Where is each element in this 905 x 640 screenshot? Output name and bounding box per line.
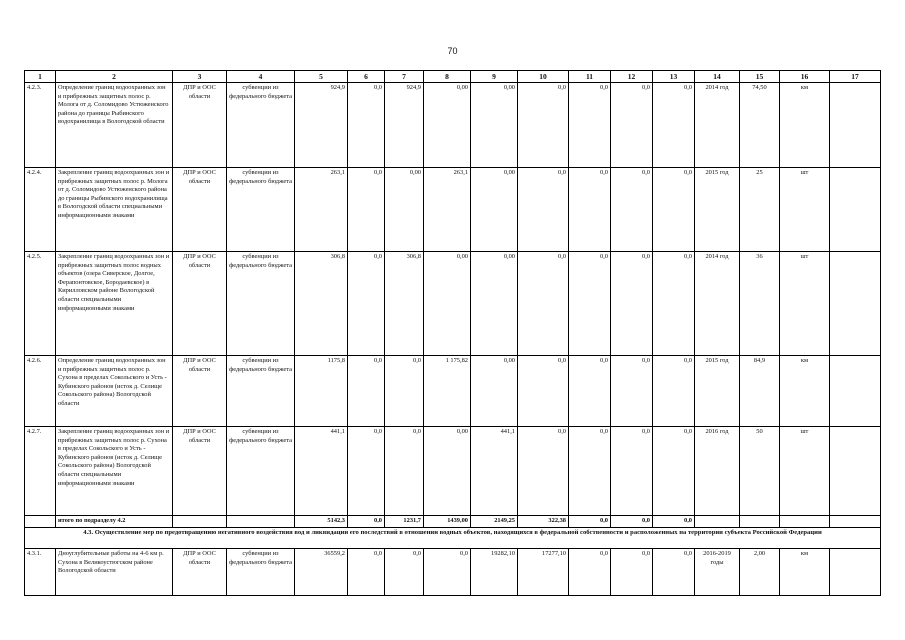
funding-source: субвенции из федерального бюджета	[227, 168, 295, 252]
measure-description: Закрепление границ водоохранных зон и прибрежных защитных полос р. Сухона в пределах Сокольского и Усть - Кубинского районов (исток д. Селище Сокольского района) Вологодской области специальными информационными знаками	[56, 427, 173, 516]
empty-cell	[830, 252, 881, 356]
period-cell: 2014 год	[695, 252, 740, 356]
unit-cell: шт	[780, 252, 830, 356]
header-cell: 10	[518, 71, 569, 83]
indicator-cell: 36	[740, 252, 780, 356]
subtotal-value: 0,0	[653, 516, 695, 528]
value-cell: 0,0	[348, 427, 385, 516]
empty-cell	[25, 516, 56, 528]
table-row	[25, 83, 881, 168]
value-cell: 36559,2	[295, 549, 348, 596]
value-cell: 19282,10	[471, 549, 518, 596]
value-cell: 0,0	[569, 427, 611, 516]
value-cell: 263,1	[424, 168, 471, 252]
unit-cell: шт	[780, 168, 830, 252]
value-cell: 0,0	[348, 356, 385, 427]
empty-cell	[830, 168, 881, 252]
table-row	[25, 549, 881, 596]
value-cell: 0,00	[385, 168, 424, 252]
subtotal-value: 1439,00	[424, 516, 471, 528]
value-cell: 441,1	[295, 427, 348, 516]
period-cell: 2016 год	[695, 427, 740, 516]
header-cell: 6	[348, 71, 385, 83]
header-cell: 15	[740, 71, 780, 83]
value-cell: 0,0	[518, 252, 569, 356]
row-number: 4.2.4.	[25, 168, 56, 252]
unit-cell: км	[780, 356, 830, 427]
header-cell: 12	[611, 71, 653, 83]
indicator-cell: 84,9	[740, 356, 780, 427]
value-cell: 0,0	[385, 356, 424, 427]
value-cell: 0,0	[611, 83, 653, 168]
row-number: 4.3.1.	[25, 549, 56, 596]
section-heading: 4.3. Осуществление мер по предотвращению негативного воздействия вод и ликвидации его последствий в отношении водных объектов, находящихся в федеральной собственности и расположенных на территории субъекта Российской Федерации	[25, 528, 881, 549]
page-number: 70	[447, 46, 458, 56]
row-number: 4.2.7.	[25, 427, 56, 516]
value-cell: 0,0	[348, 168, 385, 252]
header-cell: 4	[227, 71, 295, 83]
header-cell: 16	[780, 71, 830, 83]
value-cell: 17277,10	[518, 549, 569, 596]
empty-cell	[830, 427, 881, 516]
value-cell: 0,0	[569, 252, 611, 356]
executor: ДПР и ООС области	[173, 427, 227, 516]
period-cell: 2015 год	[695, 356, 740, 427]
value-cell: 0,0	[653, 549, 695, 596]
period-cell: 2014 год	[695, 83, 740, 168]
header-cell: 11	[569, 71, 611, 83]
subtotal-value: 0,0	[348, 516, 385, 528]
value-cell: 0,0	[385, 427, 424, 516]
value-cell: 0,0	[569, 168, 611, 252]
measure-description: Определение границ водоохранных зон и прибрежных защитных полос р. Сухона в пределах Сокольского и Усть - Кубинского районов (исток д. Селище Сокольского района) Вологодской области	[56, 356, 173, 427]
row-number: 4.2.3.	[25, 83, 56, 168]
unit-cell: км	[780, 83, 830, 168]
subtotal-row	[25, 516, 881, 528]
table-row	[25, 252, 881, 356]
measure-description: Закрепление границ водоохранных зон и прибрежных защитных полос водных объектов (озера Сиверское, Долгое, Ферапонтовское, Бородаевское) в Кирилловском районе Вологодской области специальными информационными знаками	[56, 252, 173, 356]
subtotal-value: 322,38	[518, 516, 569, 528]
table-row	[25, 356, 881, 427]
value-cell: 0,0	[653, 83, 695, 168]
indicator-cell: 50	[740, 427, 780, 516]
empty-cell	[695, 516, 740, 528]
value-cell: 441,1	[471, 427, 518, 516]
subtotal-value: 0,0	[569, 516, 611, 528]
empty-cell	[830, 516, 881, 528]
funding-source: субвенции из федерального бюджета	[227, 252, 295, 356]
measure-description: Закрепление границ водоохранных зон и прибрежных защитных полос р. Молога от д. Соломидово Устюженского района до границы Рыбинского водохранилища в Вологодской области специальными информационными знаками	[56, 168, 173, 252]
indicator-cell: 2,00	[740, 549, 780, 596]
executor: ДПР и ООС области	[173, 549, 227, 596]
funding-source: субвенции из федерального бюджета	[227, 427, 295, 516]
value-cell: 0,00	[471, 83, 518, 168]
subtotal-value: 1231,7	[385, 516, 424, 528]
program-table	[24, 70, 881, 596]
period-cell: 2016-2019 годы	[695, 549, 740, 596]
subtotal-value: 0,0	[611, 516, 653, 528]
value-cell: 0,00	[471, 168, 518, 252]
header-cell: 13	[653, 71, 695, 83]
header-cell: 1	[25, 71, 56, 83]
value-cell: 0,0	[518, 356, 569, 427]
period-cell: 2015 год	[695, 168, 740, 252]
indicator-cell: 74,50	[740, 83, 780, 168]
value-cell: 0,00	[424, 427, 471, 516]
executor: ДПР и ООС области	[173, 168, 227, 252]
value-cell: 924,9	[295, 83, 348, 168]
value-cell: 0,0	[611, 252, 653, 356]
value-cell: 0,0	[569, 549, 611, 596]
value-cell: 1175,8	[295, 356, 348, 427]
value-cell: 263,1	[295, 168, 348, 252]
value-cell: 0,0	[653, 168, 695, 252]
table-row	[25, 427, 881, 516]
empty-cell	[740, 516, 780, 528]
unit-cell: шт	[780, 427, 830, 516]
header-cell: 5	[295, 71, 348, 83]
value-cell: 0,0	[348, 83, 385, 168]
header-row	[25, 71, 881, 83]
value-cell: 1 175,82	[424, 356, 471, 427]
funding-source: субвенции из федерального бюджета	[227, 356, 295, 427]
value-cell: 0,0	[611, 427, 653, 516]
subtotal-value: 5142,3	[295, 516, 348, 528]
value-cell: 306,8	[385, 252, 424, 356]
empty-cell	[173, 516, 227, 528]
indicator-cell: 25	[740, 168, 780, 252]
value-cell: 0,00	[424, 252, 471, 356]
funding-source: субвенции из федерального бюджета	[227, 549, 295, 596]
empty-cell	[830, 356, 881, 427]
header-cell: 2	[56, 71, 173, 83]
executor: ДПР и ООС области	[173, 83, 227, 168]
measure-description: Дноуглубительные работы на 4-6 км р. Сухона в Великоустюгском районе Вологодской области	[56, 549, 173, 596]
value-cell: 0,0	[611, 168, 653, 252]
value-cell: 0,0	[424, 549, 471, 596]
measure-description: Определение границ водоохранных зон и прибрежных защитных полос р. Молога от д. Соломидово Устюженского района до границы Рыбинского водохранилища в Вологодской области	[56, 83, 173, 168]
empty-cell	[227, 516, 295, 528]
executor: ДПР и ООС области	[173, 356, 227, 427]
header-cell: 9	[471, 71, 518, 83]
header-cell: 7	[385, 71, 424, 83]
value-cell: 306,8	[295, 252, 348, 356]
funding-source: субвенции из федерального бюджета	[227, 83, 295, 168]
value-cell: 0,0	[611, 356, 653, 427]
value-cell: 0,0	[653, 356, 695, 427]
value-cell: 0,0	[653, 427, 695, 516]
value-cell: 0,0	[385, 549, 424, 596]
value-cell: 0,0	[348, 549, 385, 596]
value-cell: 0,0	[518, 168, 569, 252]
row-number: 4.2.6.	[25, 356, 56, 427]
value-cell: 0,00	[424, 83, 471, 168]
unit-cell: км	[780, 549, 830, 596]
subtotal-value: 2149,25	[471, 516, 518, 528]
executor: ДПР и ООС области	[173, 252, 227, 356]
header-cell: 3	[173, 71, 227, 83]
value-cell: 0,0	[569, 356, 611, 427]
empty-cell	[830, 83, 881, 168]
row-number: 4.2.5.	[25, 252, 56, 356]
header-cell: 14	[695, 71, 740, 83]
table-body	[25, 71, 881, 596]
subtotal-label: итого по подразделу 4.2	[56, 516, 173, 528]
value-cell: 924,9	[385, 83, 424, 168]
value-cell: 0,0	[518, 83, 569, 168]
value-cell: 0,0	[611, 549, 653, 596]
value-cell: 0,00	[471, 356, 518, 427]
empty-cell	[780, 516, 830, 528]
value-cell: 0,0	[348, 252, 385, 356]
value-cell: 0,00	[471, 252, 518, 356]
header-cell: 17	[830, 71, 881, 83]
table-row	[25, 168, 881, 252]
value-cell: 0,0	[653, 252, 695, 356]
header-cell: 8	[424, 71, 471, 83]
value-cell: 0,0	[518, 427, 569, 516]
section-heading-row	[25, 528, 881, 549]
empty-cell	[830, 549, 881, 596]
value-cell: 0,0	[569, 83, 611, 168]
